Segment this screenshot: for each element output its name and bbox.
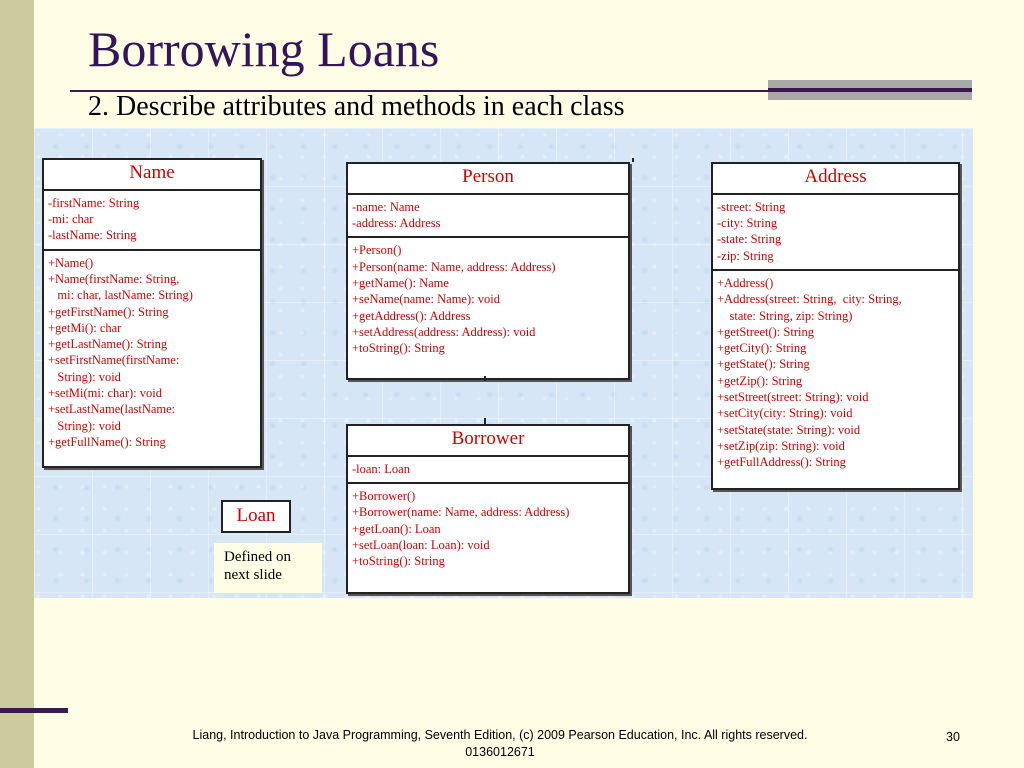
class-person-title: Person: [348, 164, 628, 195]
class-borrower-attributes: -loan: Loan: [352, 461, 410, 476]
left-decor-band: [0, 0, 34, 768]
class-name-attributes: -firstName: String -mi: char -lastName: String: [48, 195, 140, 243]
class-address-title: Address: [713, 164, 958, 195]
title-rule-accent: [768, 88, 972, 91]
class-name-methods: +Name() +Name(firstName: String, mi: char, lastName: String) +getFirstName(): String +getMi(): char +getLastName(): String +setFirstName(firstName: String): void +setMi(mi: char): void +setLastName(lastName: String): void +getFullName(): String: [44, 249, 260, 456]
class-person-methods: +Person() +Person(name: Name, address: Address) +getName(): Name +seName(name: Name): void +getAddress(): Address +setAddress(address: Address): void +toString(): String: [348, 236, 628, 361]
page-number: 30: [946, 730, 960, 744]
class-name-box: [42, 158, 262, 468]
class-address-attributes: -street: String -city: String -state: String -zip: String: [717, 199, 786, 263]
class-borrower-methods: +Borrower() +Borrower(name: Name, address: Address) +getLoan(): Loan +setLoan(loan: Loan): void +toString(): String: [348, 482, 628, 574]
slide-title: Borrowing Loans: [88, 21, 440, 77]
connector-mark: [484, 418, 486, 424]
class-loan-box: Loan: [221, 500, 291, 533]
connector-mark: [484, 376, 486, 381]
slide-subtitle: 2. Describe attributes and methods in each class: [88, 91, 625, 122]
class-person-attributes: -name: Name -address: Address: [352, 199, 441, 231]
class-person-box: [346, 162, 630, 380]
loan-note-text: Defined on next slide: [224, 549, 292, 583]
class-borrower-title: Borrower: [348, 426, 628, 457]
class-address-box: [711, 162, 960, 490]
left-accent-bar: [0, 708, 68, 713]
loan-note: [214, 543, 322, 593]
connector-mark: [632, 158, 634, 162]
class-name-title: Name: [44, 160, 260, 191]
footer-citation: Liang, Introduction to Java Programming, Seventh Edition, (c) 2009 Pearson Education, Inc. All rights reserved. 0136012671: [192, 728, 808, 759]
class-borrower-box: [346, 424, 630, 594]
class-address-methods: +Address() +Address(street: String, city: String, state: String, zip: String) +getStreet(): String +getCity(): String +getState(): String +getZip(): String +setStreet(street: String): void +setCity(city: String): void +setState(state: String): void +setZip(zip: String): void +getFullAddress(): String: [713, 269, 958, 476]
